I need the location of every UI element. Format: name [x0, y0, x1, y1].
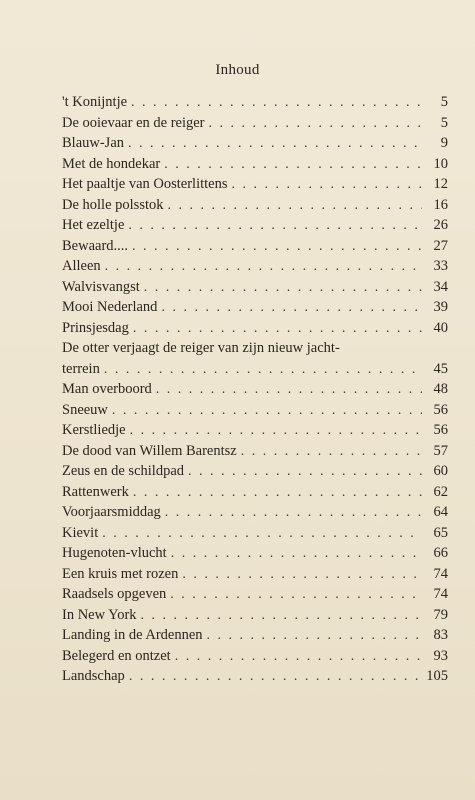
- toc-entry-page: 93: [433, 647, 448, 664]
- toc-entry-page: 62: [433, 483, 448, 500]
- toc-entry-page: 64: [433, 504, 448, 520]
- dot-leader: [188, 462, 422, 483]
- toc-entry-title: Kievit: [62, 524, 99, 541]
- dot-leader: [175, 647, 422, 668]
- toc-entry-page: 48: [433, 381, 448, 397]
- dot-leader: [141, 606, 422, 627]
- toc-entry-title: Een kruis met rozen: [62, 565, 179, 582]
- dot-leader: [164, 155, 422, 176]
- toc-entry-title: Het paaltje van Oosterlittens: [62, 176, 228, 192]
- toc-entry-page: 9: [440, 135, 448, 151]
- toc-entry: [62, 236, 448, 257]
- toc-entry-page: 5: [440, 94, 448, 110]
- dot-leader: [209, 114, 422, 135]
- toc-entry: [62, 666, 448, 687]
- toc-entry-page: 74: [433, 586, 448, 602]
- dot-leader: [165, 503, 422, 524]
- dot-leader: [112, 401, 422, 422]
- toc-entry-title: Bewaard....: [62, 237, 129, 254]
- toc-entry-page: 57: [433, 442, 448, 459]
- toc-entry-title: Raadsels opgeven: [62, 586, 167, 602]
- toc-entry-page: 65: [433, 524, 448, 541]
- toc-entry-page: 83: [433, 627, 448, 643]
- toc-entry: [62, 277, 448, 298]
- dot-leader: [144, 278, 422, 299]
- toc-entry: [62, 441, 448, 462]
- toc-entry-page: 66: [433, 545, 448, 561]
- toc-entry-title: Landschap: [62, 668, 125, 684]
- toc-entry-first-line: [62, 338, 448, 359]
- toc-entry: [62, 133, 448, 154]
- toc-entry: [62, 523, 448, 544]
- dot-leader: [128, 216, 422, 237]
- dot-leader: [232, 175, 423, 196]
- toc-entry-title: Sneeuw: [62, 401, 108, 418]
- toc-entry-page: 56: [433, 422, 448, 438]
- toc-entry-title: De otter verjaagt de reiger van zijn nieuw jacht-: [62, 340, 340, 356]
- toc-entry-title: Met de hondekar: [62, 155, 161, 172]
- toc-entry-page: 56: [433, 401, 448, 418]
- toc-entry: [62, 215, 448, 236]
- toc-entry: [62, 461, 448, 482]
- toc-entry-title: Walvisvangst: [62, 278, 140, 295]
- dot-leader: [105, 257, 422, 278]
- table-of-contents: [62, 92, 448, 687]
- toc-entry-title: Blauw-Jan: [62, 135, 125, 151]
- toc-entry-title: Kerstliedje: [62, 422, 126, 438]
- dot-leader: [168, 196, 423, 217]
- toc-entry-title: De holle polsstok: [62, 196, 164, 213]
- toc-entry-title: 't Konijntje: [62, 94, 128, 110]
- toc-entry: [62, 297, 448, 318]
- toc-entry-title-continuation: terrein: [62, 360, 100, 377]
- toc-entry: [62, 318, 448, 339]
- toc-entry-title: In New York: [62, 606, 137, 623]
- toc-entry-page: 105: [426, 668, 448, 684]
- toc-entry-page: 16: [433, 196, 448, 213]
- dot-leader: [131, 93, 422, 114]
- toc-entry-title: Mooi Nederland: [62, 299, 158, 315]
- toc-entry: [62, 400, 448, 421]
- toc-entry-page: 26: [433, 217, 448, 233]
- toc-entry: [62, 154, 448, 175]
- toc-entry-title: De dood van Willem Barentsz: [62, 442, 237, 459]
- toc-entry-title: Man overboord: [62, 381, 152, 397]
- toc-entry-title: Landing in de Ardennen: [62, 627, 203, 643]
- dot-leader: [241, 442, 422, 463]
- dot-leader: [128, 134, 422, 155]
- toc-entry: [62, 646, 448, 667]
- dot-leader: [133, 319, 422, 340]
- dot-leader: [161, 298, 422, 319]
- toc-entry: [62, 92, 448, 113]
- dot-leader: [170, 585, 422, 606]
- toc-entry: [62, 256, 448, 277]
- toc-entry-title: Zeus en de schildpad: [62, 463, 185, 479]
- toc-entry: [62, 584, 448, 605]
- toc-entry-title: Voorjaarsmiddag: [62, 504, 161, 520]
- dot-leader: [102, 524, 422, 545]
- toc-entry-page: 10: [433, 155, 448, 172]
- page-title: Inhoud: [215, 62, 260, 78]
- toc-entry: [62, 113, 448, 134]
- dot-leader: [156, 380, 422, 401]
- toc-entry-page: 39: [433, 299, 448, 315]
- toc-entry-title: Prinsjesdag: [62, 319, 129, 336]
- toc-entry: [62, 379, 448, 400]
- toc-entry-page: 60: [433, 463, 448, 479]
- toc-entry-title: Rattenwerk: [62, 483, 129, 500]
- toc-entry-page: 5: [440, 114, 448, 131]
- toc-entry: [62, 420, 448, 441]
- toc-entry: [62, 174, 448, 195]
- dot-leader: [132, 237, 422, 258]
- toc-entry-page: 33: [433, 258, 448, 274]
- toc-entry: [62, 625, 448, 646]
- dot-leader: [171, 544, 422, 565]
- toc-entry: [62, 564, 448, 585]
- toc-entry: [62, 502, 448, 523]
- dot-leader: [182, 565, 422, 586]
- toc-entry-continuation: [62, 359, 448, 380]
- toc-entry: [62, 605, 448, 626]
- toc-entry: [62, 482, 448, 503]
- toc-entry: [62, 543, 448, 564]
- dot-leader: [133, 483, 422, 504]
- toc-entry-page: 34: [433, 278, 448, 295]
- dot-leader: [207, 626, 422, 647]
- toc-entry-title: Alleen: [62, 258, 101, 274]
- dot-leader: [104, 360, 422, 381]
- toc-entry-page: 79: [433, 606, 448, 623]
- toc-entry-title: Hugenoten-vlucht: [62, 545, 167, 561]
- toc-entry-title: Belegerd en ontzet: [62, 647, 171, 664]
- toc-entry: [62, 195, 448, 216]
- toc-entry-page: 12: [433, 176, 448, 192]
- toc-entry-page: 27: [433, 237, 448, 254]
- toc-entry-page: 40: [433, 319, 448, 336]
- toc-entry-page: 74: [433, 565, 448, 582]
- toc-entry-title: Het ezeltje: [62, 217, 125, 233]
- toc-entry-page: 45: [433, 360, 448, 377]
- dot-leader: [129, 667, 420, 688]
- dot-leader: [130, 421, 422, 442]
- toc-entry-title: De ooievaar en de reiger: [62, 114, 205, 131]
